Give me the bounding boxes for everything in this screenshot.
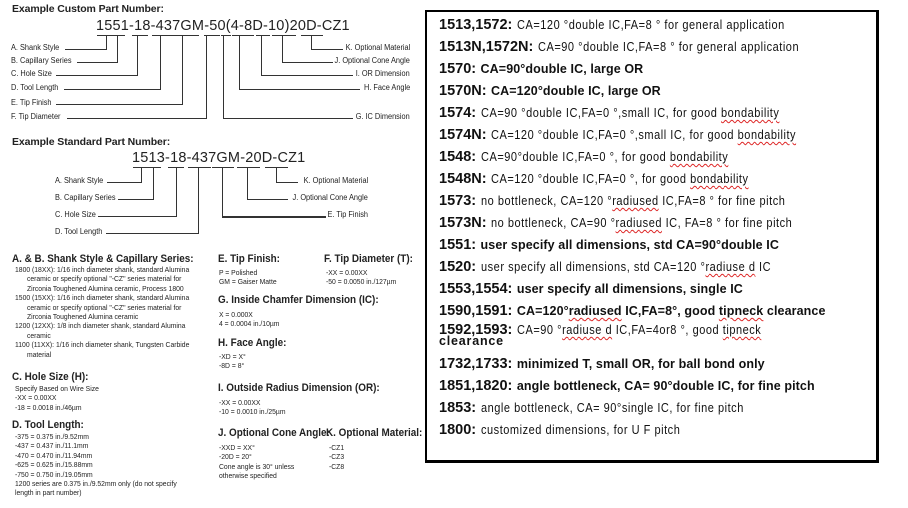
spec-g-body: X = 0.000X 4 = 0.0004 in./10µm [219, 310, 280, 329]
std-label-optional-material: K. Optional Material [303, 176, 368, 185]
label-capillary-series: B. Capillary Series [11, 56, 72, 65]
series-description-box [425, 10, 879, 463]
label-or-dimension: I. OR Dimension [356, 69, 410, 78]
std-label-tip-finish: E. Tip Finish [327, 210, 368, 219]
spec-f-body: -XX = 0.00XX -50 = 0.0050 in./127µm [326, 268, 397, 287]
series-row: 1553,1554: user specify all dimensions, single IC [439, 281, 743, 297]
spec-f-title: F. Tip Diameter (T): [324, 253, 413, 265]
series-row: 1573N: no bottleneck, CA=90 °radiused IC, FA=8 ° for fine pitch [439, 215, 793, 231]
label-hole-size: C. Hole Size [11, 69, 52, 78]
label-tip-diameter: F. Tip Diameter [11, 112, 61, 121]
std-label-tool-length: D. Tool Length [55, 227, 103, 236]
std-label-hole-size: C. Hole Size [55, 210, 96, 219]
spec-i-title: I. Outside Radius Dimension (OR): [218, 382, 380, 394]
series-row: 1732,1733: minimized T, small OR, for ball bond only [439, 356, 765, 372]
custom-example-title: Example Custom Part Number: [12, 3, 164, 15]
series-row: 1800: customized dimensions, for U F pitch [439, 422, 680, 438]
series-row: 1853: angle bottleneck, CA= 90°single IC, for fine pitch [439, 400, 744, 416]
series-row: 1574N: CA=120 °double IC,FA=0 °,small IC, for good bondability [439, 127, 797, 143]
custom-part-number: 1551-18-437GM-50(4-8D-10)20D-CZ1 [96, 18, 350, 34]
spec-d-title: D. Tool Length: [12, 419, 84, 431]
label-optional-material: K. Optional Material [345, 43, 410, 52]
spec-j-title: J. Optional Cone Angle: [218, 427, 330, 439]
series-row: 1570N: CA=120°double IC, large OR [439, 83, 661, 99]
series-row: 1570: CA=90°double IC, large OR [439, 61, 644, 77]
spec-k-body: -CZ1 -CZ3 -CZ8 [329, 443, 345, 471]
spec-i-body: -XX = 0.00XX -10 = 0.0010 in./25µm [219, 398, 286, 417]
series-row: 1573: no bottleneck, CA=120 °radiused IC,FA=8 ° for fine pitch [439, 193, 785, 209]
spec-e-body: P = Polished GM = Gaiser Matte [219, 268, 277, 287]
label-tool-length: D. Tool Length [11, 83, 59, 92]
label-shank-style: A. Shank Style [11, 43, 60, 52]
spec-j-body: -XXD = XX° -20D = 20° Cone angle is 30° unless otherwise specified [219, 443, 295, 481]
series-row: 1513,1572: CA=120 °double IC,FA=8 ° for general application [439, 17, 785, 33]
label-optional-cone-angle: J. Optional Cone Angle [334, 56, 410, 65]
series-row: 1548N: CA=120 °double IC,FA=0 °, for good bondability [439, 171, 749, 187]
label-ic-dimension: G. IC Dimension [356, 112, 410, 121]
std-label-optional-cone-angle: J. Optional Cone Angle [292, 193, 368, 202]
spec-d-body: -375 = 0.375 in./9.52mm -437 = 0.437 in./11.1mm -470 = 0.470 in./11.94mm -625 = 0.625 in./15.88mm -750 = 0.750 in./19.05mm 1200 series are 0.375 in./9.52mm only (do not specify length in part number) [15, 432, 177, 498]
std-label-capillary-series: B. Capillary Series [55, 193, 116, 202]
spec-h-body: -XD = X° -8D = 8° [219, 352, 246, 371]
series-row: 1520: user specify all dimensions, std CA=120 °radiuse d IC [439, 259, 771, 275]
series-row: 1551: user specify all dimensions, std CA=90°double IC [439, 237, 779, 253]
series-row: 1574: CA=90 °double IC,FA=0 °,small IC, for good bondability [439, 105, 779, 121]
spec-c-body: Specify Based on Wire Size -XX = 0.00XX -18 = 0.0018 in./46µm [15, 384, 99, 412]
series-row: 1851,1820: angle bottleneck, CA= 90°double IC, for fine pitch [439, 378, 815, 394]
series-row: 1548: CA=90°double IC,FA=0 °, for good bondability [439, 149, 728, 165]
series-row: 1590,1591: CA=120°radiused IC,FA=8°, good tipneck clearance [439, 303, 826, 319]
spec-h-title: H. Face Angle: [218, 337, 287, 349]
series-row: 1592,1593: CA=90 °radiuse d IC,FA=4or8 °, good tipneck clearance [439, 322, 762, 348]
spec-k-title: K. Optional Material: [326, 427, 423, 439]
label-tip-finish: E. Tip Finish [11, 98, 52, 107]
std-label-shank-style: A. Shank Style [55, 176, 104, 185]
standard-part-number: 1513-18-437GM-20D-CZ1 [132, 150, 306, 166]
label-face-angle: H. Face Angle [363, 83, 410, 92]
spec-e-title: E. Tip Finish: [218, 253, 280, 265]
spec-ab-body: 1800 (18XX): 1/16 inch diameter shank, standard Alumina ceramic or specify optional "-CZ" series material for Zirconia Toughened Alumina ceramic, Process 1800 1500 (15XX): 1/16 inch diameter shank, standard Alumina ceramic or specify optional "-CZ" series material for Zirconia Toughened Alumina ceramic 1200 (12XX): 1/8 inch diameter shank, standard Alumina ceramic 1100 (11XX): 1/16 inch diameter shank, Tungsten Carbide material [15, 265, 190, 359]
spec-ab-title: A. & B. Shank Style & Capillary Series: [12, 253, 194, 265]
spec-g-title: G. Inside Chamfer Dimension (IC): [218, 294, 379, 306]
standard-example-title: Example Standard Part Number: [12, 136, 171, 148]
spec-c-title: C. Hole Size (H): [12, 371, 89, 383]
series-row: 1513N,1572N: CA=90 °double IC,FA=8 ° for general application [439, 39, 799, 55]
